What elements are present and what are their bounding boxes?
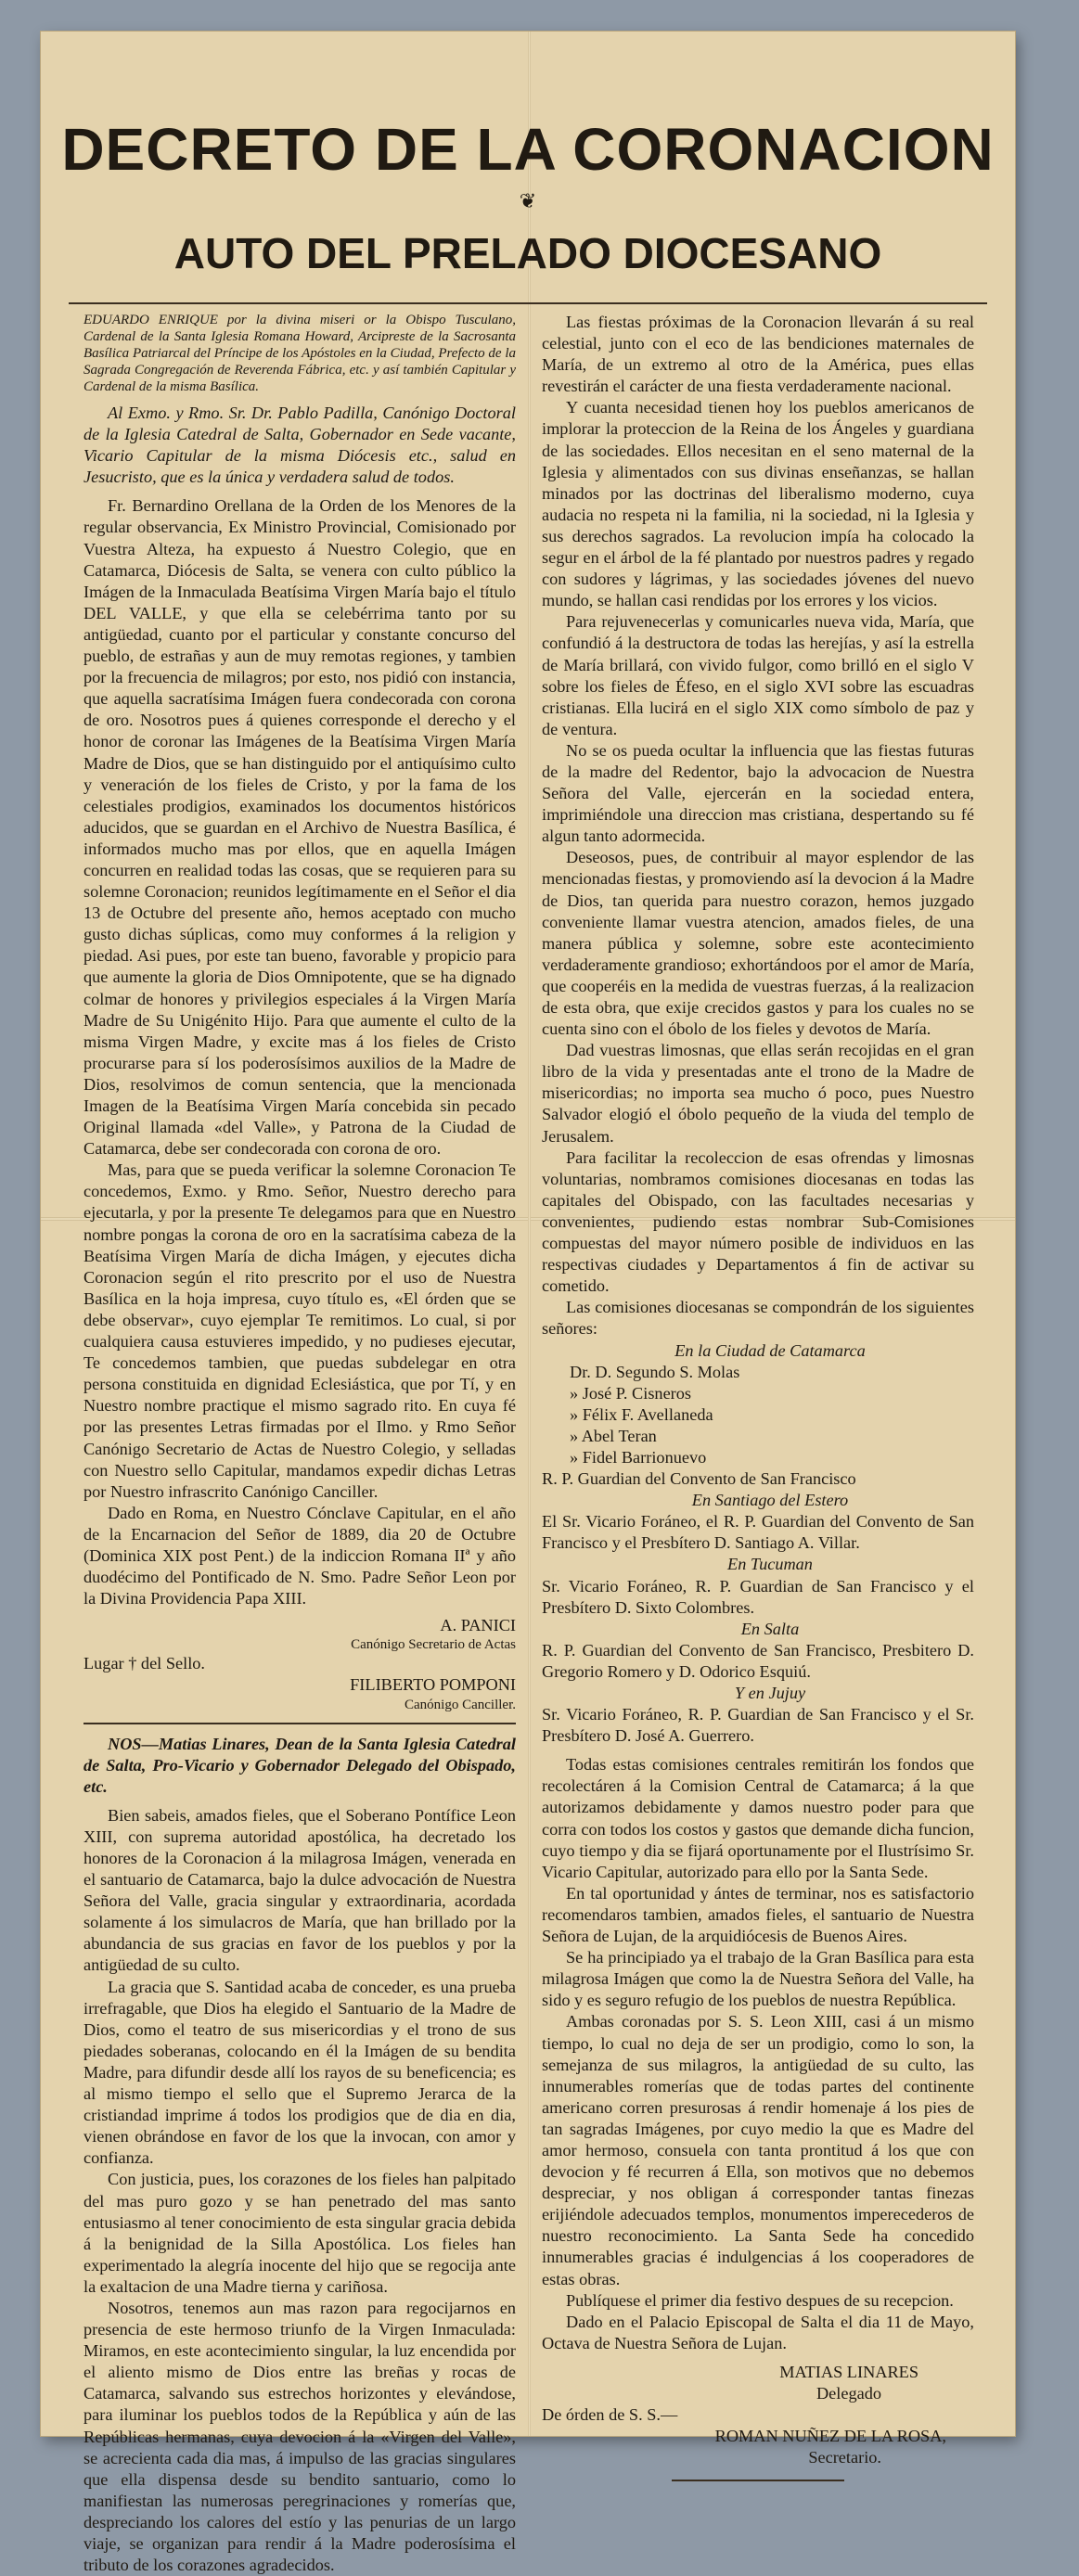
section-heading-salta: En Salta [740, 1619, 800, 1638]
section-heading-jujuy: Y en Jujuy [734, 1684, 806, 1702]
member-item: » Abel Teran [570, 1426, 657, 1445]
body-paragraph: Las fiestas próximas de la Coronacion llevarán á su real celestial, junto con el eco de las bendiciones maternales de María, de un extremo al otro de la América, pues ellas revestirán el carácter de una fiesta verdaderamente nacional. [542, 313, 974, 396]
body-paragraph: Para rejuvenecerlas y comunicarles nueva vida, María, que confundió á la destructora de todas las herejías, y así la estrella de María brillará, con vivido fulgor, como brilló en el siglo V sobre los fieles de Éfeso, en el siglo XVI sobre las escuadras cristianas. Ella lucirá en el siglo XIX como símbolo de paz y de ventura. [542, 612, 974, 738]
document-subtitle: AUTO DEL PRELADO DIOCESANO [173, 229, 882, 277]
body-paragraph: Deseosos, pues, de contribuir al mayor esplendor de las mencionadas fiestas, y promoviendo así la devocion á la Madre de Dios, tan querida para nuestro corazon, hemos juzgado conveniente llamar vuestra atencion, amados fieles, de una manera pública y solemne, sobre este acontecimiento verdaderamente grandioso; exhortándoos por el amor de María, que cooperéis en la medida de vuestras fuerzas, á la realizacion de esta obra, que exije crecidos gastos y para los cuales no se cuenta sino con el óbolo de los fieles y devotos de María. [542, 848, 974, 1039]
catamarca-guardian: R. P. Guardian del Convento de San Francisco [542, 1469, 856, 1489]
body-paragraph: Bien sabeis, amados fieles, que el Soberano Pontífice Leon XIII, con suprema autoridad apostólica, ha decretado los honores de la Coronacion á la milagrosa Imágen, venerada en el santuario de Catamarca, bajo la dulce advocación de Nuestra Señora del Valle, gracia singular y extraordinaria, acordada solamente á los simulacros de María, que han brillado por la abundancia de sus gracias en favor de los pueblos y por la antigüedad de su culto. [83, 1805, 516, 1975]
signature-panici: A. PANICI [440, 1616, 516, 1635]
section-rule [83, 1723, 516, 1724]
jujuy-members: Sr. Vicario Foráneo, R. P. Guardian de San Francisco y el Sr. Presbítero D. José A. Guerrero. [542, 1705, 974, 1746]
section-heading-santiago: En Santiago del Estero [691, 1491, 849, 1510]
body-paragraph: Con justicia, pues, los corazones de los fieles han palpitado del mas puro gozo y se han penetrado del mas santo entusiasmo al tener conocimiento de esta singular gracia debida á la benignidad de la Silla Apostólica. Los fieles han experimentado la alegría inocente del hijo que se regocija ante la exaltacion de una Madre tierna y cariñosa. [83, 2170, 517, 2296]
body-paragraph: Para facilitar la recoleccion de esas ofrendas y limosnas voluntarias, nombramos comisiones diocesanas en todas las capitales del Obispado, con las facultades necesarias y convenientes, pudiendo estas nombrar Sub-Comisiones compuestas del mayor número posible de individuos en las respectivas ciudades y Departamentos á fin de activar su cometido. [542, 1147, 974, 1296]
salta-members: R. P. Guardian del Convento de San Francisco, Presbitero D. Gregorio Romero y D. Odorico Esquiú. [542, 1640, 974, 1681]
catamarca-members [542, 1362, 974, 1468]
section-heading-tucuman: En Tucuman [727, 1555, 813, 1574]
signature-secretary-role: Secretario. [808, 2448, 881, 2467]
body-paragraph: Fr. Bernardino Orellana de la Orden de los Menores de la regular observancia, Ex Ministro Provincial, Comisionado por Vuestra Alteza, ha expuesto á Nuestro Colegio, que en Catamarca, Diócesis de Salta, se venera con culto público la Imágen de la Inmaculada Beatísima Virgen María bajo el título DEL VALLE, y que ella se celebérrima tanto por su antigüedad, cuanto por el particular y constante concurso del pueblo, de estrañas y aun de muy remotas regiones, y tambien por la frecuencia de milagros; por esto, nos pidió con instancia, que aquella sacratísima Imágen fuera condecorada con corona de oro. Nosotros pues á quienes corresponde el derecho y el honor de coronar las Imágenes de la Beatísima Virgen María Madre de Dios, que se han distinguido por el antiquísimo culto y veneración de los fieles de Cristo, y por la fama de los celestiales prodigios, examinados los documentos históricos aducidos, que se guardan en el Archivo de Nuestra Basílica, é informados mucho mas por ellos, que en aquella Imágen concurren en realidad todas las cosas, que se requieren para su solemne Coronacion; reunidos legítimamente en el Señor el dia 13 de Octubre del presente año, hemos aceptado con mucho gusto dichas súplicas, como muy conformes á la religion y piedad. Asi pues, por este tan bueno, favorable y propicio para que aumente la gloria de Dios Omnipotente, que se ha dignado colmar de honores y privilegios especiales á la Virgen María Madre de Su Unigénito Hijo. Para que aumente el culto de la misma Virgen Madre, y excite mas á los fieles de Cristo procurarse para sí los poderosísimos auxilios de la Madre de Dios, resolvimos de comun sentencia, que la mencionada Imagen de la Beatísima Virgen María concebida sin pecado Original llamada «del Valle», y Patrona de la Ciudad de Catamarca, debe ser condecorada con corona de oro. [83, 496, 516, 1159]
section-heading-catamarca: En la Ciudad de Catamarca [674, 1340, 866, 1360]
paper-fold-vertical [528, 32, 531, 2436]
tucuman-members: Sr. Vicario Foráneo, R. P. Guardian de San Francisco y el Presbítero D. Sixto Colombres. [542, 1576, 974, 1617]
seal-note: Lugar † del Sello. [83, 1654, 205, 1673]
body-paragraph: Publíquese el primer dia festivo despues de su recepcion. [566, 2290, 954, 2310]
signature-panici-role: Canónigo Secretario de Actas [351, 1637, 516, 1653]
nos-header: NOS—Matias Linares, Dean de la Santa Iglesia Catedral de Salta, Pro-Vicario y Gobernador Delegado del Obispado, etc. [83, 1734, 516, 1796]
closing-rule [672, 2480, 844, 2481]
body-paragraph: Las comisiones diocesanas se compondrán de los siguientes señores: [542, 1298, 974, 1339]
member-item: Dr. D. Segundo S. Molas [570, 1362, 740, 1381]
signature-pomponi: FILIBERTO POMPONI [350, 1675, 516, 1695]
body-paragraph: Nosotros, tenemos aun mas razon para regocijarnos en presencia de este hermoso triunfo de la Virgen Inmaculada: Miramos, en este acontecimiento singular, la luz encendida por el aliento mismo de Dios entre las breñas y rocas de Catamarca, salvando sus estrechos horizontes y elevándose, para iluminar los pueblos todos de la República y aún de las Repúblicas hermanas, cuya devocion á la «Virgen del Valle», se acrecienta cada dia mas, á impulso de las gracias singulares que ella dispensa desde su bendito santuario, como lo manifiestan las numerosas peregrinaciones y romerías que, despreciando los calores del estío y las penurias de un largo viaje, se organizan para rendir á la Madre poderosísima el tributo de los corazones agradecidos. [83, 2298, 516, 2575]
body-paragraph: Dado en Roma, en Nuestro Cónclave Capitular, en el año de la Encarnacion del Señor de 1889, dia 20 de Octubre (Dominica XIX post Pent.) de la indiccion Romana IIª y año duodécimo del Pontificado de N. Smo. Padre Señor Leon por la Divina Providencia Papa XIII. [83, 1503, 516, 1608]
signature-pomponi-role: Canónigo Canciller. [405, 1697, 516, 1712]
body-paragraph: La gracia que S. Santidad acaba de conceder, es una prueba irrefragable, que Dios ha elegido el Santuario de la Madre de Dios, como el teatro de sus misericordias y el trono de sus piedades soberanas, colocando en él la Imágen de su bendita Madre, para difundir desde allí los rayos de su beneficencia; es al mismo tiempo el sello que el Supremo Jerarca de la cristiandad imprime á todos los prodigios que de dia en dia, vienen obrándose en favor de los que la invocan, con amor y confianza. [83, 1977, 516, 2168]
cardinal-header: EDUARDO ENRIQUE por la divina miseri or la Obispo Tusculano, Cardenal de la Santa Iglesia Romana Howard, Arcipreste de la Sacrosanta Basílica Patriarcal del Príncipe de los Apóstoles en la Ciudad, Prefecto de la Sagrada Congregación de Reverenda Fábrica, etc. y así también Capitular y Cardenal de la misma Basílica. [83, 313, 516, 394]
left-column [83, 312, 516, 2576]
body-paragraph: Dado en el Palacio Episcopal de Salta el dia 11 de Mayo, Octava de Nuestra Señora de Lujan. [542, 2312, 974, 2352]
header-rule [69, 302, 987, 304]
ornament-icon: ❦ [519, 189, 537, 212]
santiago-members: El Sr. Vicario Foráneo, el R. P. Guardian del Convento de San Francisco y el Presbítero D. Santiago A. Villar. [542, 1512, 974, 1553]
address-paragraph: Al Exmo. y Rmo. Sr. Dr. Pablo Padilla, Canónigo Doctoral de la Iglesia Catedral de Salta, Gobernador en Sede vacante, Vicario Capitular de la misma Diócesis etc., salud en Jesucristo, que es la única y verdadera salud de todos. [83, 404, 516, 487]
signature-secretary: ROMAN NUÑEZ DE LA ROSA, [714, 2427, 946, 2446]
body-paragraph: Todas estas comisiones centrales remitirán los fondos que recolectáren á la Comision Central de Catamarca; á la que autorizamos debidamente y damos nuestro poder para que corra con todos los costos y gastos que demande dicha funcion, cuyo tiempo y dia se fijará oportunamente por el Ilustrísimo Sr. Vicario Capitular, autorizado para ello por la Santa Sede. [542, 1755, 974, 1881]
body-paragraph: Mas, para que se pueda verificar la solemne Coronacion Te concedemos, Exmo. y Rmo. Señor, Nuestro derecho para ejecutarla, y por la presente Te delegamos para que en Nuestro nombre pongas la corona de oro en la sacratísima cabeza de la Beatísima Virgen María de dicha Imágen, y ejecutes dicha Coronacion según el rito prescrito por el uso de Nuestra Basílica en la hoja impresa, cuyo título es, «El órden que se debe observar», cuyo ejemplar Te remitimos. Lo cual, si por cualquiera causa estuvieres impedido, y no pudieses ejecutar, Te concedemos tambien, que puedas subdelegar en otra persona constituida en dignidad Eclesiástica, que por Tí, y en Nuestro nombre practique el mismo sagrado rito. En cuya fé por las presentes Letras firmadas por el Ilmo. y Rmo Señor Canónigo Secretario de Actas de Nuestro Colegio, y selladas con Nuestro sello Capitular, mandamos expedir dichas Letras por Nuestro infrascrito Canónigo Canciller. [83, 1160, 516, 1501]
member-item: » Fidel Barrionuevo [570, 1447, 707, 1467]
body-paragraph: No se os pueda ocultar la influencia que las fiestas futuras de la madre del Redentor, bajo la advocacion de Nuestra Señora del Valle, ejercerán en la sociedad entera, imprimiéndole una direccion mas cristiana, despertando su fé algun tanto adormecida. [542, 740, 974, 846]
right-column [542, 312, 974, 2481]
signature-linares-role: Delegado [816, 2384, 881, 2403]
member-item: » José P. Cisneros [570, 1383, 692, 1403]
order-line: De órden de S. S.— [542, 2405, 678, 2425]
decree-sheet [41, 32, 1015, 2575]
body-paragraph: Y cuanta necesidad tienen hoy los pueblos americanos de implorar la proteccion de la Reina de los Ángeles y guardiana de las sociedades. Ellos necesitan en el seno maternal de la Iglesia y alimentados con sus divinas enseñanzas, se hallan minados por las doctrinas del liberalismo moderno, cuya audacia no respeta ni la familia, ni la sociedad, ni la Iglesia y sus derechos sagrados. La revolucion impía ha colocado la segur en el árbol de la fé plantado por nuestros padres y regado con sudores y lágrimas, y las sociedades jóvenes del nuevo mundo, se hallan casi rendidas por los errores y los vicios. [542, 398, 974, 610]
body-paragraph: Se ha principiado ya el trabajo de la Gran Basílica para esta milagrosa Imágen que como la de Nuestra Señora del Valle, ha sido y es seguro refugio de los pueblos de nuestra República. [542, 1948, 974, 2010]
signature-linares: MATIAS LINARES [779, 2362, 918, 2381]
body-paragraph: Ambas coronadas por S. S. Leon XIII, casi á un mismo tiempo, lo cual no deja de ser un prodigio, como lo son, la semejanza de sus milagros, la antigüedad de su culto, las innumerables romerías que de todas partes del continente americano corren presurosas á rendir homenaje á los pies de tan sagradas Imágenes, por cuyo medio la que es Madre del amor hermoso, consuela con tanta prontitud á los que con devocion y fé recurren á Ella, son motivos que no debemos despreciar, y nos obligan á corresponder tantas finezas erijiéndole adecuados templos, monumentos imperecederos de nuestro reconocimiento. La Santa Sede ha concedido innumerables gracias é indulgencias á los cooperadores de estas obras. [542, 2012, 974, 2288]
body-paragraph: En tal oportunidad y ántes de terminar, nos es satisfactorio recomendaros tambien, amados fieles, el santuario de Nuestra Señora de Lujan, de la arquidiócesis de Buenos Aires. [542, 1883, 974, 1946]
document-title: DECRETO DE LA CORONACION [61, 116, 995, 183]
body-paragraph: Dad vuestras limosnas, que ellas serán recojidas en el gran libro de la vida y presentadas ante el trono de la Madre de misericordias; no importa sea mucho ó poco, pues Nuestro Salvador elogió el óbolo pequeño de la viuda del templo de Jerusalem. [542, 1041, 974, 1146]
member-item: » Félix F. Avellaneda [570, 1404, 713, 1424]
